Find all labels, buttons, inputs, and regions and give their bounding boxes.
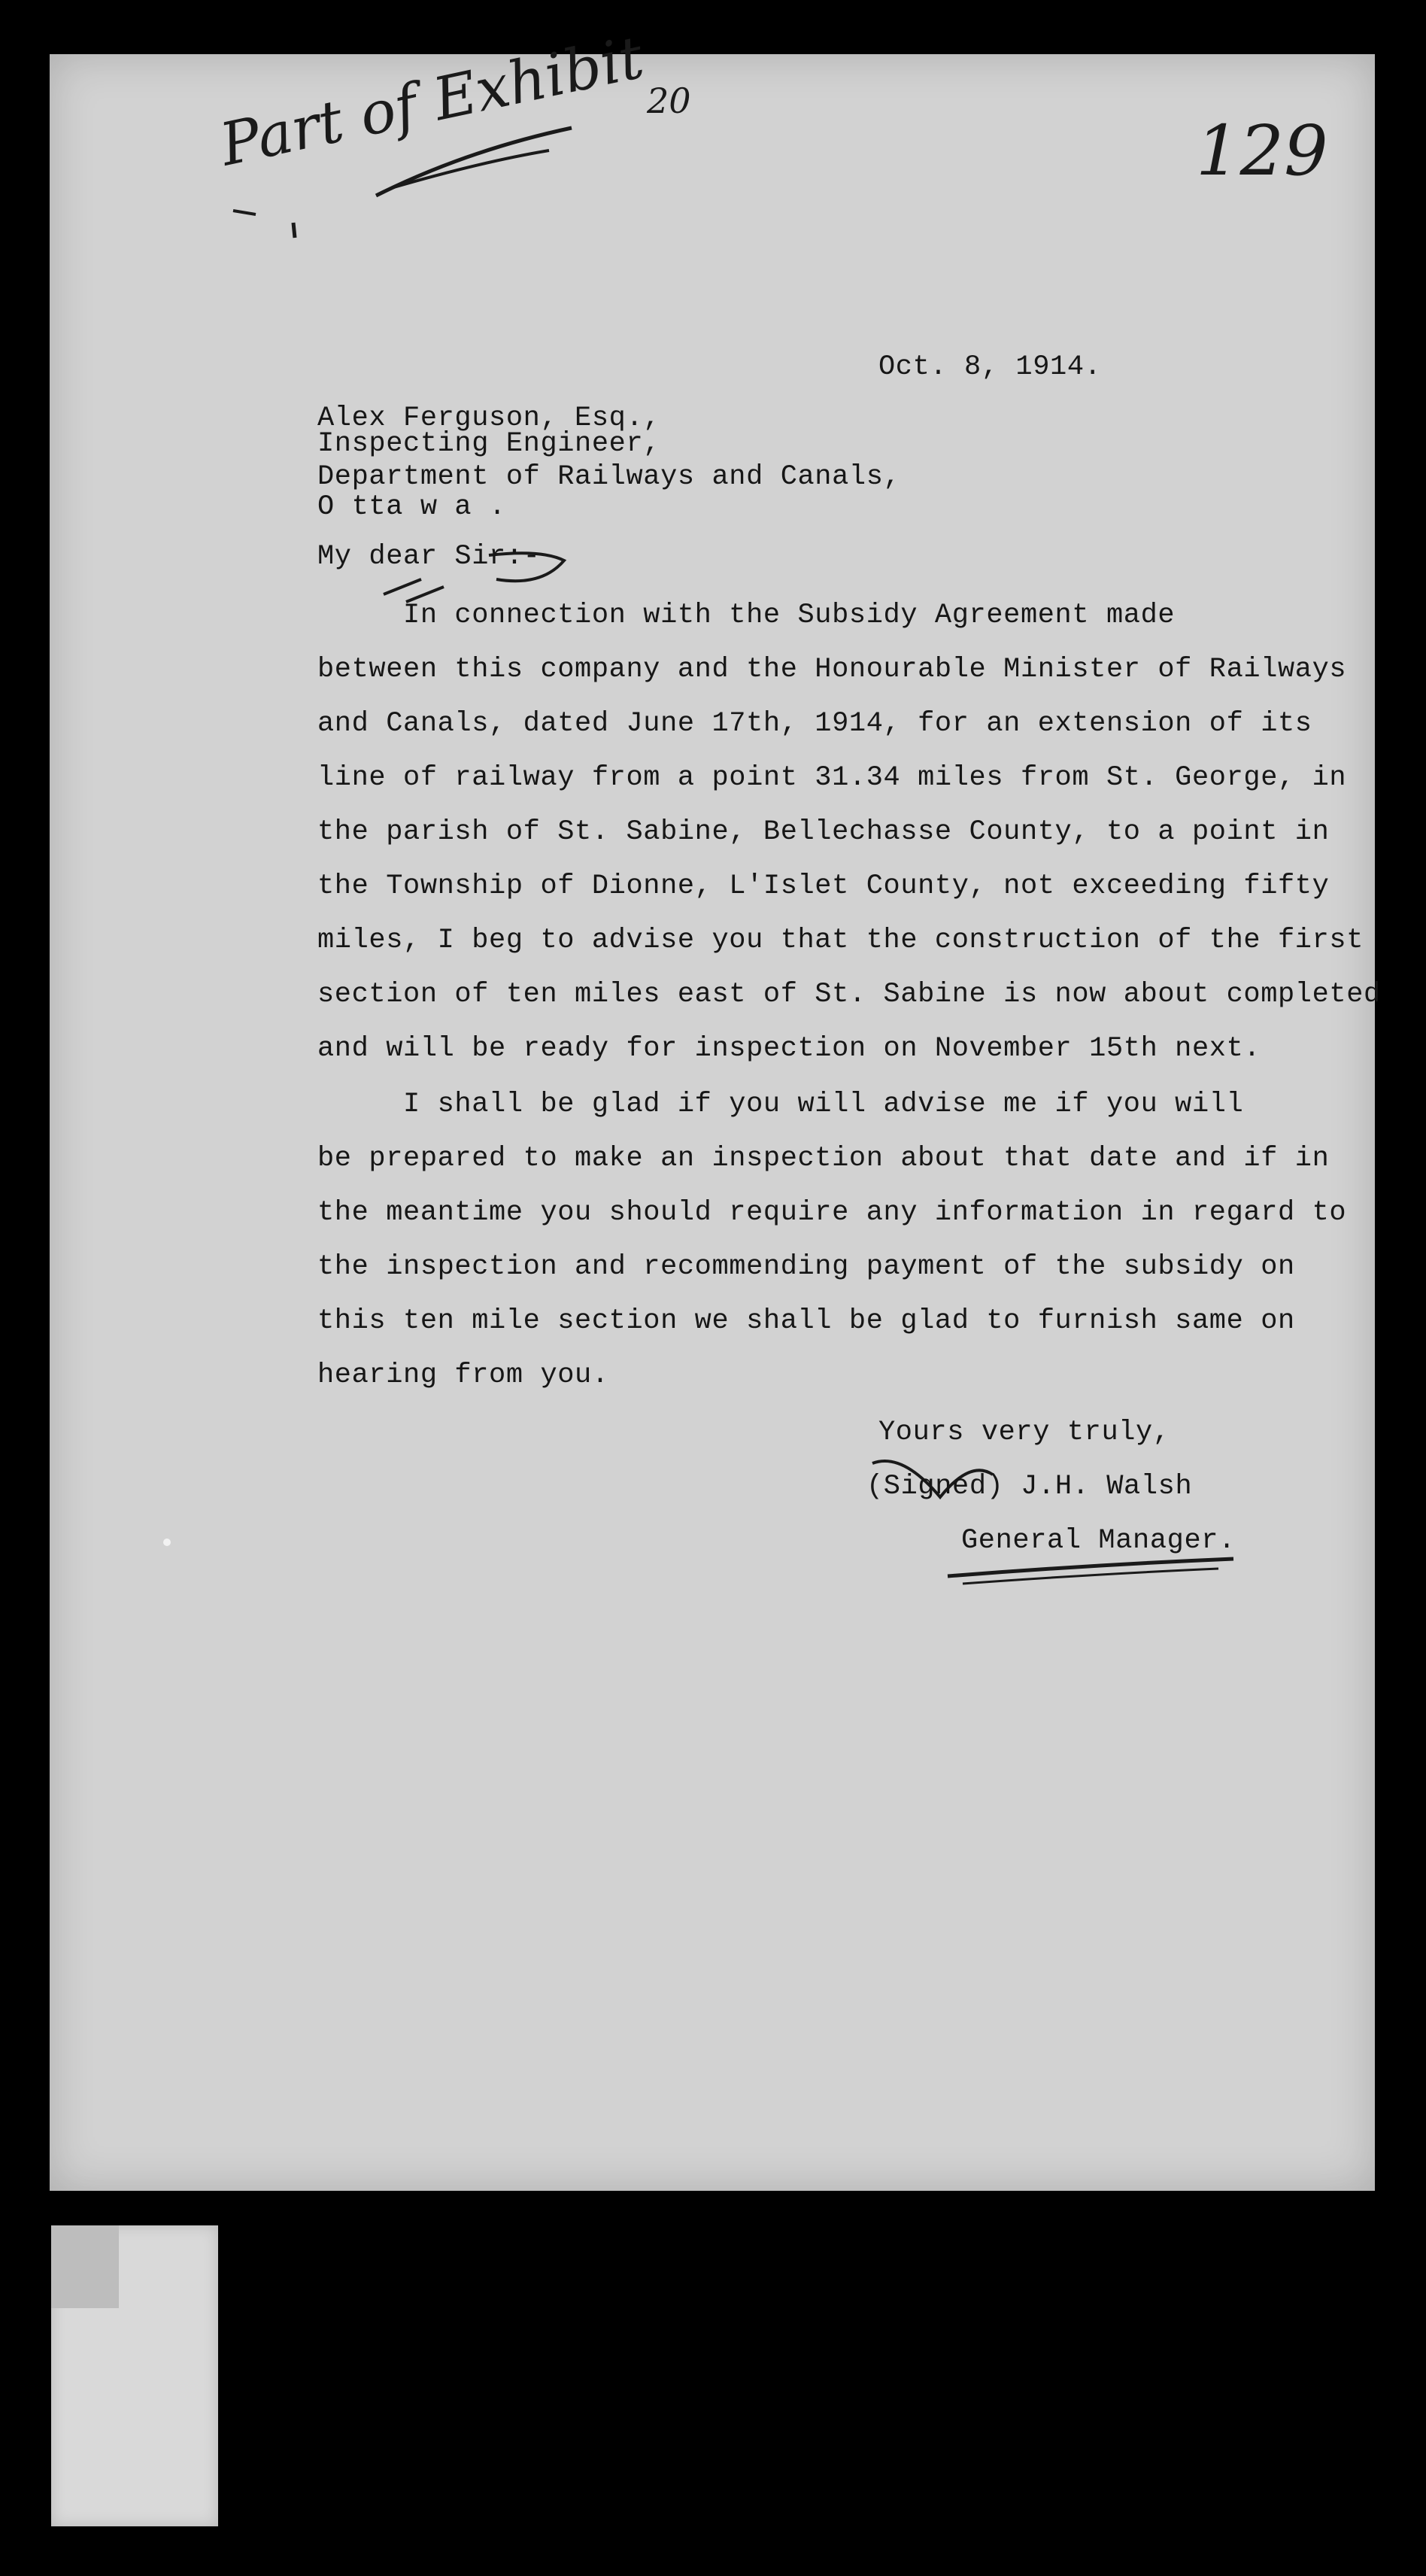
body-line: the meantime you should require any information in regard to bbox=[317, 1197, 1347, 1229]
slip-fold bbox=[51, 2225, 119, 2308]
recipient-name: Alex Ferguson, Esq., bbox=[317, 402, 661, 434]
exhibit-note: Part of Exhibit bbox=[214, 23, 650, 180]
letter-date: Oct. 8, 1914. bbox=[878, 351, 1102, 383]
signed-line: (Signed) J.H. Walsh bbox=[866, 1471, 1193, 1502]
body-line: this ten mile section we shall be glad to furnish same on bbox=[317, 1305, 1295, 1337]
page-number: 129 bbox=[1196, 111, 1328, 191]
body-line: the inspection and recommending payment of the subsidy on bbox=[317, 1251, 1295, 1283]
body-line: and Canals, dated June 17th, 1914, for an extension of its bbox=[317, 708, 1312, 740]
recipient-city: O tta w a . bbox=[317, 491, 506, 523]
salutation: My dear Sir:- bbox=[317, 541, 541, 573]
paper-slip bbox=[51, 2225, 218, 2526]
body-line: be prepared to make an inspection about that date and if in bbox=[317, 1143, 1330, 1174]
body-line: the Township of Dionne, L'Islet County, not exceeding fifty bbox=[317, 870, 1330, 902]
body-line: I shall be glad if you will advise me if you will bbox=[317, 1089, 1244, 1120]
recipient-title: Inspecting Engineer, bbox=[317, 428, 661, 460]
body-line: miles, I beg to advise you that the construction of the first bbox=[317, 925, 1364, 956]
letter-page bbox=[50, 54, 1375, 2191]
recipient-department: Department of Railways and Canals, bbox=[317, 461, 901, 493]
exhibit-number: 20 bbox=[647, 80, 691, 121]
body-line: between this company and the Honourable Minister of Railways bbox=[317, 654, 1347, 685]
body-line: In connection with the Subsidy Agreement made bbox=[317, 600, 1176, 631]
body-line: section of ten miles east of St. Sabine is now about completed bbox=[317, 979, 1381, 1010]
closing: Yours very truly, bbox=[878, 1417, 1170, 1448]
body-line: line of railway from a point 31.34 miles from St. George, in bbox=[317, 762, 1347, 794]
body-line: hearing from you. bbox=[317, 1359, 609, 1391]
signature-title: General Manager. bbox=[961, 1525, 1236, 1557]
body-line: the parish of St. Sabine, Bellechasse County, to a point in bbox=[317, 816, 1330, 848]
body-line: and will be ready for inspection on November 15th next. bbox=[317, 1033, 1261, 1065]
